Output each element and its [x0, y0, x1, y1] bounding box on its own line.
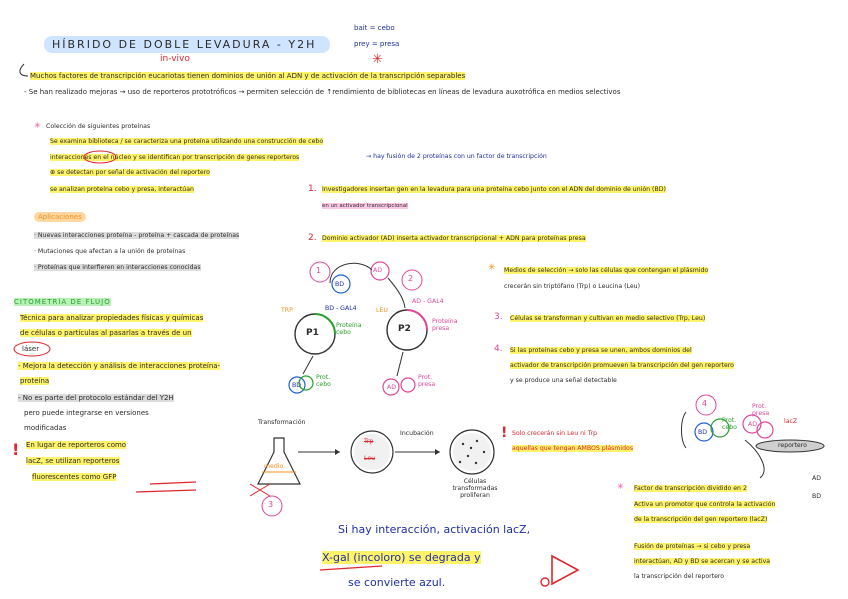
intro-line-2: - Se han realizado mejoras → uso de reporteros prototróficos → permiten selección de ↑rendimiento de bibliotecas en líneas de levadura auxotrófica en medios selectivos: [24, 88, 621, 96]
screening-l4: se analizan proteína cebo y presa, interactúan: [50, 186, 194, 193]
diagram-ad: AD: [373, 267, 382, 274]
cito-l6: - No es parte del protocolo estándar del Y2H: [18, 394, 174, 402]
cito-l11: fluorescentes como GFP: [32, 473, 117, 481]
diagram-trp: TRP: [281, 307, 293, 314]
diagram-label-4: 4: [702, 399, 708, 408]
star-pink-icon: ✳: [617, 482, 624, 491]
asterisk-icon: ✳: [372, 52, 383, 67]
cito-l5: proteína: [20, 377, 50, 385]
diagram-label-3: 3: [268, 500, 274, 509]
apps-title: Aplicaciones: [34, 212, 86, 222]
bottom-line-1: Si hay interacción, activación lacZ,: [338, 523, 531, 536]
diagram-bd: BD: [335, 281, 345, 288]
factor-l1: Factor de transcripción dividido en 2: [634, 485, 747, 492]
cito-l3: láser: [22, 345, 40, 353]
diagram-prot-cebo-r: Prot. cebo: [722, 417, 737, 431]
medio-label: medio: [264, 463, 284, 470]
screening-l1: Se examina biblioteca / se caracteriza una proteína utilizando una construcción de cebo: [50, 138, 324, 145]
page-title: HÍBRIDO DE DOBLE LEVADURA - Y2H: [44, 36, 330, 53]
bottom-line-2: X-gal (incoloro) se degrada y: [322, 551, 481, 564]
step-4b-text: activador de transcripción promueven la transcripción del gen reportero: [510, 362, 734, 369]
diagram-label-2: 2: [408, 274, 414, 283]
cito-l1: Técnica para analizar propiedades físicas y químicas: [20, 314, 204, 322]
diagram-prot-presa-r: Prot. presa: [752, 403, 770, 417]
screening-l2: interacciones en el núcleo y se identifican por transcripción de genes reporteros: [50, 154, 300, 161]
warn-line-2: aquellas que tengan AMBOS plásmidos: [512, 445, 634, 452]
step-1-number: 1.: [308, 184, 317, 194]
cito-l7: pero puede integrarse en versiones: [24, 409, 149, 417]
factor-ad: AD: [812, 475, 821, 482]
diagram-ad-4: AD: [748, 421, 757, 428]
leu-cross: Leu: [364, 455, 376, 462]
step-1b-text: en un activador transcripcional: [322, 203, 408, 209]
step-4a-text: Si las proteínas cebo y presa se unen, ambos dominios del: [510, 347, 692, 354]
diagram-bd-small: BD: [292, 382, 302, 389]
bait-note: bait = cebo: [354, 24, 395, 32]
cito-title: CITOMETRÍA DE FLUJO: [14, 298, 111, 306]
diagram-p1: P1: [306, 328, 319, 338]
factor-l3: de la transcripción del gen reportero (lacZ): [634, 516, 768, 523]
screening-l2b: → hay fusión de 2 proteínas con un factor de transcripción: [366, 153, 547, 160]
step-3-number: 3.: [494, 312, 503, 322]
diagram-bd-4: BD: [698, 429, 708, 436]
apps-item-1: · Nuevas interacciones proteína - proteína + cascada de proteínas: [34, 232, 240, 239]
step-2-number: 2.: [308, 233, 317, 243]
diagram-prot-cebo-s: Prot. cebo: [316, 374, 331, 388]
diagram-prot-presa-s: Prot. presa: [418, 374, 436, 388]
reportero-label: reportero: [778, 442, 807, 449]
screening-head: Colección de siguientes proteínas: [46, 123, 151, 130]
diagram-leu: LEU: [376, 307, 388, 314]
cito-l8: modificadas: [24, 424, 67, 432]
factor-l2: Activa un promotor que controla la activación: [634, 501, 776, 508]
cito-l9: En lugar de reporteros como: [26, 441, 127, 449]
step-1-text: Investigadores insertan gen en la levadura para una proteína cebo junto con el ADN del dominio de unión (BD): [322, 186, 666, 193]
screening-l3: ⊕ se detectan por señal de activación del reportero: [50, 169, 210, 176]
in-vivo-note: in-vivo: [160, 54, 190, 64]
step-3b-text: crecerán sin triptófano (Trp) o Leucina (Leu): [504, 283, 641, 290]
transformation-label: Transformación: [258, 419, 306, 426]
fusion-l2: interactúan, AD y BD se acercan y se activa: [634, 558, 771, 565]
step-4-number: 4.: [494, 344, 503, 354]
warn-line-1: Solo crecerán sin Leu ni Trp: [512, 430, 598, 437]
apps-item-3: · Proteínas que interfieren en interacciones conocidas: [34, 264, 201, 271]
diagram-label-1: 1: [316, 266, 322, 275]
apps-item-2: · Mutaciones que afectan a la unión de proteínas: [34, 248, 186, 255]
diagram-ad-small: AD: [387, 384, 396, 391]
fusion-l1: Fusión de proteínas → si cebo y presa: [634, 543, 751, 550]
diagram-bd-gal4: BD - GAL4: [325, 305, 357, 312]
fusion-l3: la transcripción del reportero: [634, 573, 725, 580]
factor-bd: BD: [812, 493, 822, 500]
incubation-label: Incubación: [400, 430, 434, 437]
trp-cross: Trp: [364, 438, 374, 445]
step-2-text: Dominio activador (AD) inserta activador transcripcional + ADN para proteínas presa: [322, 235, 586, 242]
cito-l10: lacZ, se utilizan reporteros: [26, 457, 120, 465]
step-3-text: Células se transforman y cultivan en medio selectivo (Trp, Leu): [510, 315, 706, 322]
diagram-ad-gal4: AD - GAL4: [412, 298, 444, 305]
lacz-label: lacZ: [784, 418, 798, 425]
diagram-prot-cebo: Proteína cebo: [336, 322, 362, 336]
diagram-p2: P2: [398, 324, 411, 334]
star-icon: ✳: [34, 121, 41, 130]
step-4c-text: y se produce una señal detectable: [510, 377, 617, 384]
transformed-label: Células transformadas proliferan: [452, 478, 498, 499]
diagram-prot-presa: Proteína presa: [432, 318, 458, 332]
intro-line-1: Muchos factores de transcripción eucariotas tienen dominios de unión al ADN y de activación de la transcripción separables: [30, 72, 466, 80]
prey-note: prey = presa: [354, 40, 400, 48]
step-3a-text: Medios de selección → solo las células que contengan el plásmido: [504, 267, 709, 274]
bottom-line-3: se convierte azul.: [348, 576, 446, 589]
warning-icon: !: [12, 440, 20, 459]
star-orange-icon: ✳: [488, 263, 496, 273]
cito-l4: - Mejora la detección y análisis de interacciones proteína-: [18, 362, 221, 370]
cito-l2: de células o partículas al pasarlas a través de un: [20, 329, 192, 337]
warning-icon: !: [501, 425, 508, 441]
